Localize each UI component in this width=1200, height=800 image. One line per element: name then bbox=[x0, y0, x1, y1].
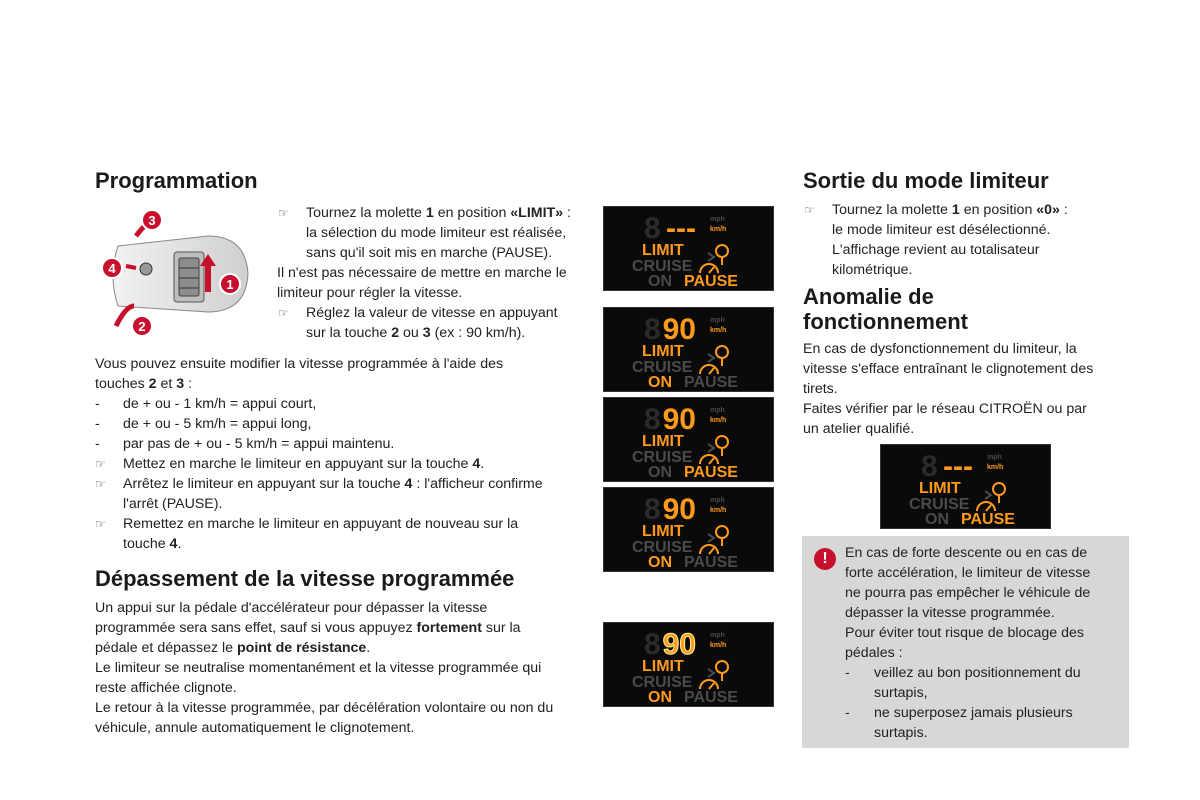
unit-kmh: km/h bbox=[710, 417, 727, 424]
limiter-icon bbox=[716, 245, 728, 257]
cruise-label: CRUISE bbox=[632, 258, 693, 275]
unit-kmh: km/h bbox=[710, 642, 727, 649]
sortie-title: Sortie du mode limiteur bbox=[803, 168, 1049, 193]
svg-text:1: 1 bbox=[226, 277, 234, 292]
depassement-title: Dépassement de la vitesse programmée bbox=[95, 566, 515, 591]
arrow-icon bbox=[708, 354, 714, 362]
ghost-digit: 8 bbox=[644, 493, 661, 526]
limit-label: LIMIT bbox=[642, 523, 684, 540]
speed-value: --- bbox=[943, 450, 973, 483]
unit-mph: mph bbox=[710, 317, 725, 324]
svg-text:3: 3 bbox=[148, 213, 156, 228]
display-overspeed-blink bbox=[603, 622, 774, 707]
on-label: ON bbox=[648, 554, 672, 571]
on-label: ON bbox=[925, 511, 949, 528]
pause-label: PAUSE bbox=[684, 464, 738, 481]
step2: ☞ Réglez la valeur de vitesse en appuyant sur la touche 2 ou 3 (ex : 90 km/h). bbox=[278, 305, 558, 341]
limiter-icon bbox=[993, 483, 1005, 495]
ghost-digit: 8 bbox=[644, 628, 661, 661]
unit-mph: mph bbox=[710, 216, 725, 223]
warning-text: En cas de forte descente ou en cas de forte accélération, le limiteur de vitesse ne pourra pas empêcher le véhicule de dépasser la vitesse programmée. Pour éviter tout risque de blocage des pédales : - veillez au bon positionnement du surtapis, - ne superposez jamais plusieurs surtapis. bbox=[845, 545, 1091, 741]
anomalie-text: En cas de dysfonctionnement du limiteur, la vitesse s'efface entraînant le clignotement des tirets. Faites vérifier par le réseau CITROËN ou par un atelier qualifié. bbox=[803, 341, 1094, 437]
on-label: ON bbox=[648, 273, 672, 290]
pause-label: PAUSE bbox=[684, 374, 738, 391]
limit-label: LIMIT bbox=[642, 242, 684, 259]
option-list: - de + ou - 1 km/h = appui court, - de + ou - 5 km/h = appui long, - par pas de + ou - 5 km/h = appui maintenu. ☞ Mettez en marche le limiteur en appuyant sur la touche 4. ☞ Arrêtez le limiteur en appuyant sur la touche 4 : l'afficheur confirme l'arrêt (PAUSE). ☞ Remettez en marche le limiteur en appuyant de nouveau sur la touche 4. bbox=[95, 396, 543, 552]
display-limit-on-90 bbox=[603, 487, 774, 572]
sortie-text: ☞ Tournez la molette 1 en position «0» : le mode limiteur est désélectionné. L'affichage revient au totalisateur kilométrique. bbox=[804, 202, 1068, 278]
ghost-digit: 8 bbox=[644, 212, 661, 245]
unit-kmh: km/h bbox=[710, 507, 727, 514]
cruise-label: CRUISE bbox=[632, 449, 693, 466]
pause-label: PAUSE bbox=[684, 689, 738, 706]
limit-label: LIMIT bbox=[642, 433, 684, 450]
unit-mph: mph bbox=[987, 454, 1002, 461]
limit-label: LIMIT bbox=[642, 343, 684, 360]
svg-text:4: 4 bbox=[108, 261, 116, 276]
cruise-label: CRUISE bbox=[632, 539, 693, 556]
limiter-icon bbox=[716, 661, 728, 673]
hand-pointer-icon: ☞ bbox=[278, 306, 289, 320]
arrow-icon bbox=[708, 534, 714, 542]
limiter-icon bbox=[716, 346, 728, 358]
pause-label: PAUSE bbox=[961, 511, 1015, 528]
display-limit-pause-90 bbox=[603, 397, 774, 482]
unit-mph: mph bbox=[710, 497, 725, 504]
arrow-icon bbox=[708, 253, 714, 261]
warning-box bbox=[802, 536, 1129, 748]
svg-text:2: 2 bbox=[138, 319, 146, 334]
modify-text: Vous pouvez ensuite modifier la vitesse programmée à l'aide des touches 2 et 3 : bbox=[95, 356, 504, 392]
hand-pointer-icon: ☞ bbox=[804, 203, 815, 217]
cruise-label: CRUISE bbox=[909, 496, 970, 513]
ghost-digit: 8 bbox=[921, 450, 938, 483]
pause-label: PAUSE bbox=[684, 554, 738, 571]
speed-value: --- bbox=[666, 212, 696, 245]
limiter-icon bbox=[716, 526, 728, 538]
unit-mph: mph bbox=[710, 407, 725, 414]
hand-pointer-icon: ☞ bbox=[278, 206, 289, 220]
display-limit-pause bbox=[603, 206, 774, 291]
stalk-diagram bbox=[96, 206, 256, 342]
limit-label: LIMIT bbox=[919, 480, 961, 497]
speed-value: 90 bbox=[662, 628, 696, 661]
speed-value: 90 bbox=[662, 313, 696, 346]
hand-pointer-icon: ☞ bbox=[95, 517, 106, 531]
arrow-icon bbox=[985, 491, 991, 499]
depassement-text: Un appui sur la pédale d'accélérateur pour dépasser la vitesse programmée sera sans effet, sauf si vous appuyez fortement sur la pédale et dépassez le point de résistance. Le limiteur se neutralise momentanément et la vitesse programmée qui reste affichée clignote. Le retour à la vitesse programmée, par décélération volontaire ou non du véhicule, annule automatiquement le clignotement. bbox=[95, 600, 554, 736]
step1: ☞ Tournez la molette 1 en position «LIMIT» : la sélection du mode limiteur est réalisée, sans qu'il soit mis en marche (PAUSE). bbox=[278, 205, 571, 261]
hand-pointer-icon: ☞ bbox=[95, 457, 106, 471]
arrow-icon bbox=[708, 444, 714, 452]
display-limit-on bbox=[603, 307, 774, 392]
speed-value: 90 bbox=[662, 403, 696, 436]
ghost-digit: 8 bbox=[644, 403, 661, 436]
limit-label: LIMIT bbox=[642, 658, 684, 675]
unit-kmh: km/h bbox=[987, 464, 1004, 471]
cruise-label: CRUISE bbox=[632, 359, 693, 376]
hand-pointer-icon: ☞ bbox=[95, 477, 106, 491]
on-label: ON bbox=[648, 374, 672, 391]
unit-mph: mph bbox=[710, 632, 725, 639]
on-label: ON bbox=[648, 464, 672, 481]
arrow-icon bbox=[708, 669, 714, 677]
display-anomaly bbox=[880, 444, 1051, 529]
pause-label: PAUSE bbox=[684, 273, 738, 290]
cruise-label: CRUISE bbox=[632, 674, 693, 691]
speed-value: 90 bbox=[662, 493, 696, 526]
unit-kmh: km/h bbox=[710, 226, 727, 233]
limiter-icon bbox=[716, 436, 728, 448]
warning-icon: ! bbox=[814, 548, 836, 570]
programmation-title: Programmation bbox=[95, 168, 258, 193]
anomalie-title: Anomalie de fonctionnement bbox=[803, 284, 968, 334]
note-text: Il n'est pas nécessaire de mettre en marche le limiteur pour régler la vitesse. bbox=[277, 265, 567, 301]
ghost-digit: 8 bbox=[644, 313, 661, 346]
on-label: ON bbox=[648, 689, 672, 706]
unit-kmh: km/h bbox=[710, 327, 727, 334]
